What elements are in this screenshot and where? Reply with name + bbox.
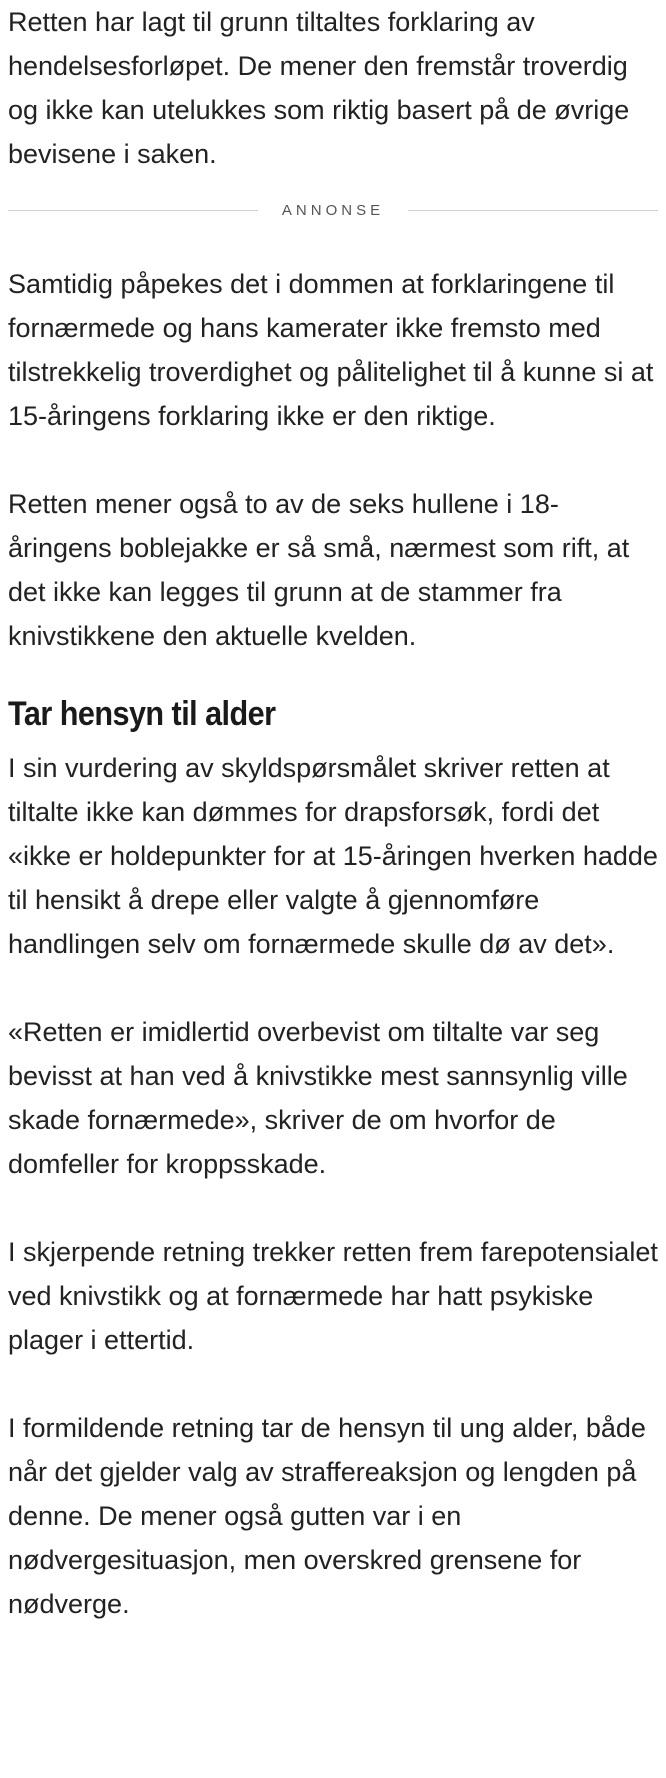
article-paragraph-1: Retten har lagt til grunn tiltaltes forklaring av hendelsesforløpet. De mener den fremstår troverdig og ikke kan utelukkes som riktig basert på de øvrige bevisene i saken. bbox=[8, 7, 630, 169]
paragraph-spacer bbox=[8, 438, 658, 482]
advertisement-separator bbox=[8, 198, 658, 222]
article-paragraph-5: «Retten er imidlertid overbevist om tiltalte var seg bevisst at han ved å knivstikke mest sannsynlig ville skade fornærmede», skriver de om hvorfor de domfeller for kroppsskade. bbox=[8, 1017, 628, 1179]
paragraph-spacer bbox=[8, 1186, 658, 1230]
ad-divider-left bbox=[8, 210, 258, 211]
article-paragraph-4: I sin vurdering av skyldspørsmålet skriver retten at tiltalte ikke kan dømmes for drapsforsøk, fordi det «ikke er holdepunkter for at 15-åringen hverken hadde til hensikt å drepe eller valgte å gjennomføre handlingen selv om fornærmede skulle dø av det». bbox=[8, 753, 658, 959]
article-paragraph-6: I skjerpende retning trekker retten frem farepotensialet ved knivstikk og at fornærmede har hatt psykiske plager i ettertid. bbox=[8, 1237, 658, 1355]
article-paragraph-7: I formildende retning tar de hensyn til ung alder, både når det gjelder valg av straffereaksjon og lengden på denne. De mener også gutten var i en nødvergesituasjon, men overskred grensene for nødverge. bbox=[8, 1413, 646, 1619]
article-paragraph-2: Samtidig påpekes det i dommen at forklaringene til fornærmede og hans kamerater ikke fremsto med tilstrekkelig troverdighet og pålitelighet til å kunne si at 15-åringens forklaring ikke er den riktige. bbox=[8, 269, 654, 431]
article-paragraph-3: Retten mener også to av de seks hullene i 18-åringens boblejakke er så små, nærmest som rift, at det ikke kan legges til grunn at de stammer fra knivstikkene den aktuelle kvelden. bbox=[8, 489, 630, 651]
ad-label: ANNONSE bbox=[281, 201, 385, 219]
paragraph-spacer bbox=[8, 966, 658, 1010]
ad-divider-right bbox=[408, 210, 658, 211]
section-heading: Tar hensyn til alder bbox=[8, 695, 276, 733]
paragraph-spacer bbox=[8, 1362, 658, 1406]
